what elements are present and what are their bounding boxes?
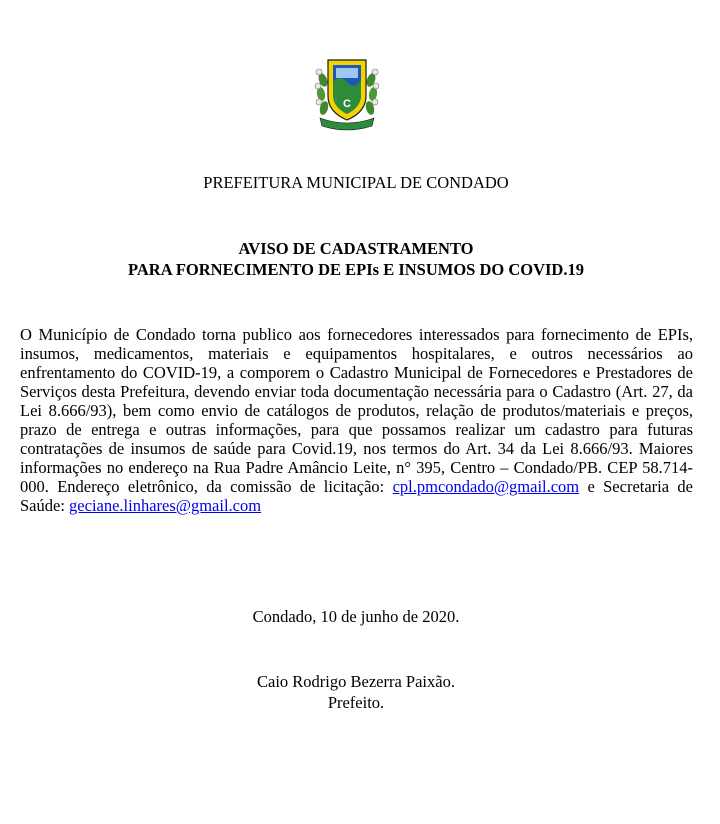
municipality-header: PREFEITURA MUNICIPAL DE CONDADO [203, 173, 509, 192]
signer-role: Prefeito. [327, 693, 385, 712]
email-link-licitacao[interactable]: cpl.pmcondado@gmail.com [392, 477, 580, 496]
signature-block [0, 671, 712, 713]
municipal-crest-logo [314, 52, 380, 132]
title-line-1: AVISO DE CADASTRAMENTO [238, 239, 474, 258]
email-link-saude[interactable]: geciane.linhares@gmail.com [69, 496, 262, 515]
notice-paragraph [20, 325, 693, 515]
document-date: Condado, 10 de junho de 2020. [252, 607, 460, 626]
title-line-2: PARA FORNECIMENTO DE EPIs E INSUMOS DO COVID.19 [128, 260, 584, 279]
document-title [0, 238, 712, 280]
notice-body: O Município de Condado torna publico aos fornecedores interessados para fornecimento de EPIs, insumos, medicamentos, materiais e equipamentos hospitalares, e outros necessários ao enfrentamento do COVID-19, a comporem o Cadastro Municipal de Fornecedores e Prestadores de Serviços desta Prefeitura, devendo enviar toda documentação necessária para o Cadastro (Art. 27, da Lei 8.666/93), bem como envio de catálogos de produtos, relação de produtos/materiais e preços, prazo de entrega e outras informações, para que possamos realizar um cadastro para futuras contratações de insumos de saúde para Covid.19, nos termos do Art. 34 da Lei 8.666/93. Maiores informações no endereço na Rua Padre Amâncio Leite, n° 395, Centro – Condado/PB. CEP 58.714-000. Endereço eletrônico, da comissão de licitação: [20, 325, 693, 496]
notice-connector: e Secretaria de Saúde: [20, 477, 693, 515]
signer-name: Caio Rodrigo Bezerra Paixão. [257, 672, 455, 691]
crest-letter: C [343, 98, 351, 110]
